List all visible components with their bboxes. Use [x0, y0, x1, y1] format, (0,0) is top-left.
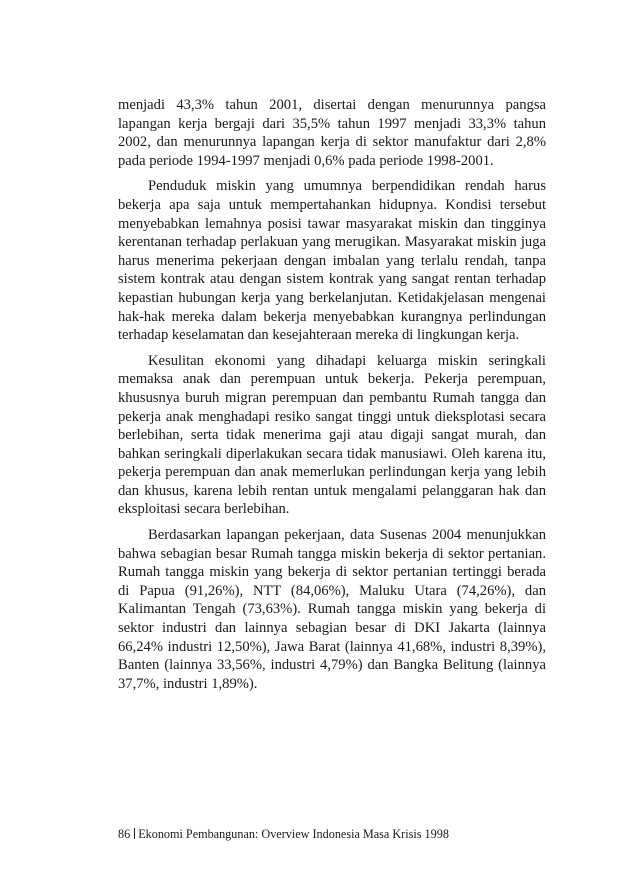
- body-text: [118, 96, 546, 700]
- book-title: Ekonomi Pembangunan: Overview Indonesia Masa Krisis 1998: [138, 827, 449, 841]
- paragraph-penduduk-miskin: Penduduk miskin yang umumnya berpendidikan rendah harus bekerja apa saja untuk mempertahankan hidupnya. Kondisi tersebut menyebabkan lemahnya posisi tawar masyarakat miskin dan tingginya kerentanan terhadap perlakuan yang merugikan. Masyarakat miskin juga harus menerima pekerjaan dengan imbalan yang terlalu rendah, tanpa sistem kontrak atau dengan sistem kontrak yang sangat rentan terhadap kepastian hubungan kerja yang berkelanjutan. Ketidakjelasan mengenai hak-hak mereka dalam bekerja menyebabkan kurangnya perlindungan terhadap keselamatan dan kesejahteraan mereka di lingkungan kerja.: [118, 178, 546, 344]
- paragraph-lapangan-pekerjaan: Berdasarkan lapangan pekerjaan, data Susenas 2004 menunjukkan bahwa sebagian besar Rumah tangga miskin bekerja di sektor pertanian. Rumah tangga miskin yang bekerja di sektor pertanian tertinggi berada di Papua (91,26%), NTT (84,06%), Maluku Utara (74,26%), dan Kalimantan Tengah (73,63%). Rumah tangga miskin yang bekerja di sektor industri dan lainnya sebagian besar di DKI Jakarta (lainnya 66,24% industri 12,50%), Jawa Barat (lainnya 41,68%, industri 8,39%), Banten (lainnya 33,56%, industri 4,79%) dan Bangka Belitung (lainnya 37,7%, industri 1,89%).: [118, 527, 546, 692]
- page-footer: [118, 827, 449, 842]
- page-number: 86: [118, 827, 131, 841]
- paragraph-continued: menjadi 43,3% tahun 2001, disertai dengan menurunnya pangsa lapangan kerja bergaji dari 35,5% tahun 1997 menjadi 33,3% tahun 2002, dan menurunnya lapangan kerja di sektor manufaktur dari 2,8% pada periode 1994-1997 menjadi 0,6% pada periode 1998-2001.: [118, 97, 546, 169]
- footer-separator: [134, 828, 135, 839]
- paragraph-kesulitan-ekonomi: Kesulitan ekonomi yang dihadapi keluarga miskin seringkali memaksa anak dan perempuan untuk bekerja. Pekerja perempuan, khususnya buruh migran perempuan dan pembantu Rumah tangga dan pekerja anak menghadapi resiko sangat tinggi untuk dieksplotasi secara berlebihan, serta tidak menerima gaji atau digaji sangat murah, dan bahkan seringkali diperlakukan secara tidak manusiawi. Oleh karena itu, pekerja perempuan dan anak memerlukan perlindungan kerja yang lebih dan khusus, karena lebih rentan untuk mengalami pelanggaran hak dan eksploitasi secara berlebihan.: [118, 352, 546, 518]
